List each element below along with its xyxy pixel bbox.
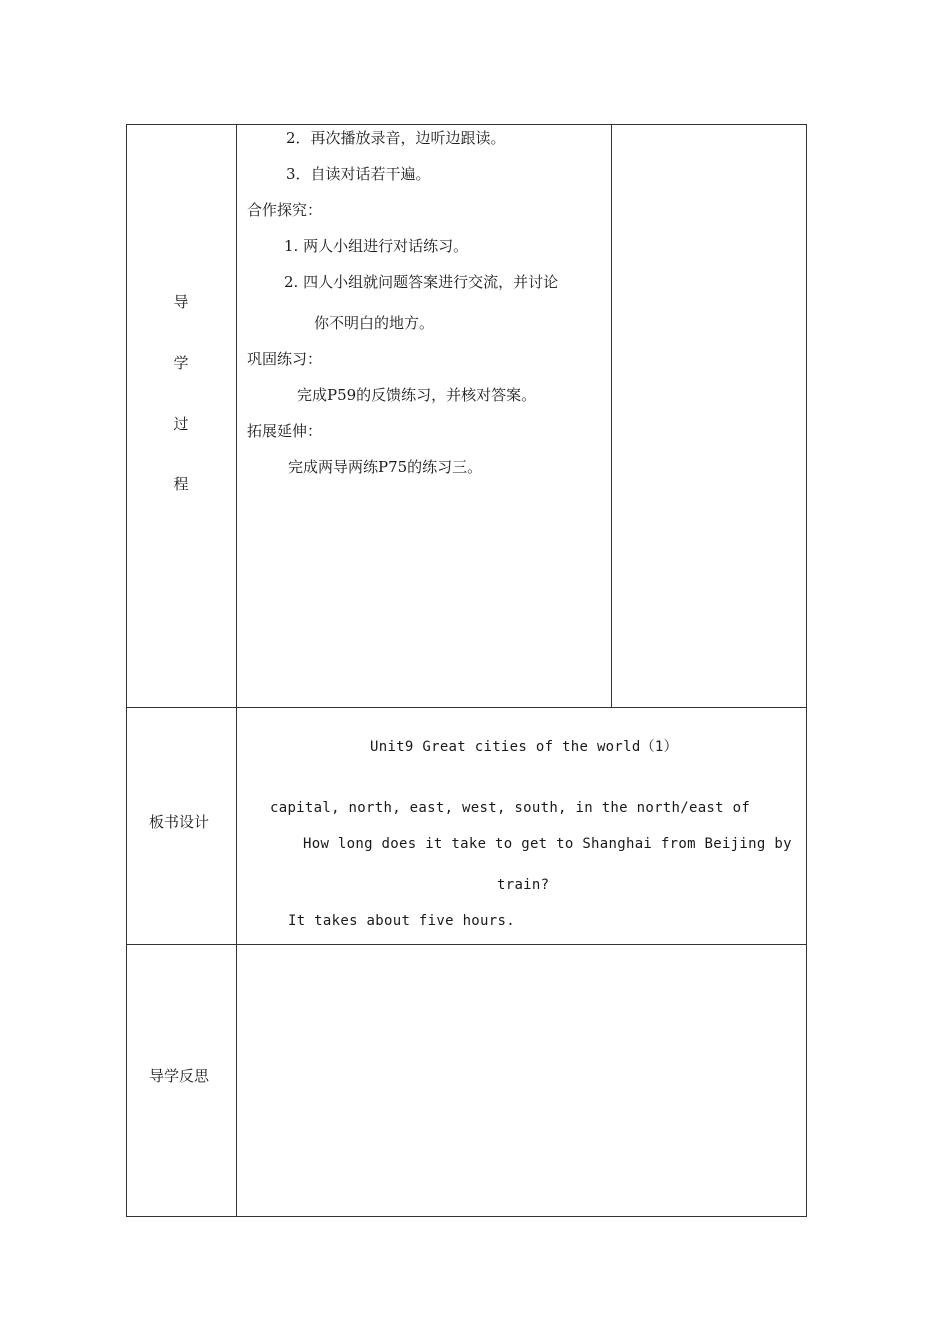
cooperation-item-2: 2. 四人小组就问题答案进行交流，并讨论 <box>284 273 559 291</box>
board-label: 板书设计 <box>149 813 210 831</box>
cooperation-heading: 合作探究： <box>247 201 323 219</box>
reflection-label: 导学反思 <box>149 1067 210 1085</box>
process-label-char-1: 导 <box>173 293 189 311</box>
process-label-char-3: 过 <box>173 415 189 433</box>
board-vocabulary: capital, north, east, west, south, in the north/east of <box>270 800 751 816</box>
process-step-2: 2．再次播放录音，边听边跟读。 <box>286 129 506 147</box>
practice-heading: 巩固练习： <box>247 350 323 368</box>
board-question: How long does it take to get to Shanghai from Beijing by <box>303 836 792 852</box>
row-divider-2 <box>126 944 807 945</box>
table-right-border <box>806 124 807 1217</box>
board-title: Unit9 Great cities of the world（1） <box>370 739 678 755</box>
table-bottom-border <box>126 1216 807 1217</box>
notes-column-divider <box>611 124 612 708</box>
process-label-char-2: 学 <box>173 354 189 372</box>
process-step-3: 3．自读对话若干遍。 <box>286 165 431 183</box>
row-divider-1 <box>126 707 807 708</box>
extension-heading: 拓展延伸： <box>247 422 323 440</box>
extension-text: 完成两导两练P75的练习三。 <box>288 458 483 476</box>
process-label-char-4: 程 <box>173 475 189 493</box>
cooperation-item-1: 1. 两人小组进行对话练习。 <box>284 237 469 255</box>
label-column-divider <box>236 124 237 1217</box>
board-question-cont: train? <box>497 877 550 893</box>
table-top-border <box>126 124 807 125</box>
cooperation-item-2-cont: 你不明白的地方。 <box>314 314 435 332</box>
table-left-border <box>126 124 127 1217</box>
practice-text: 完成P59的反馈练习，并核对答案。 <box>297 386 537 404</box>
board-answer: It takes about five hours. <box>288 913 515 929</box>
